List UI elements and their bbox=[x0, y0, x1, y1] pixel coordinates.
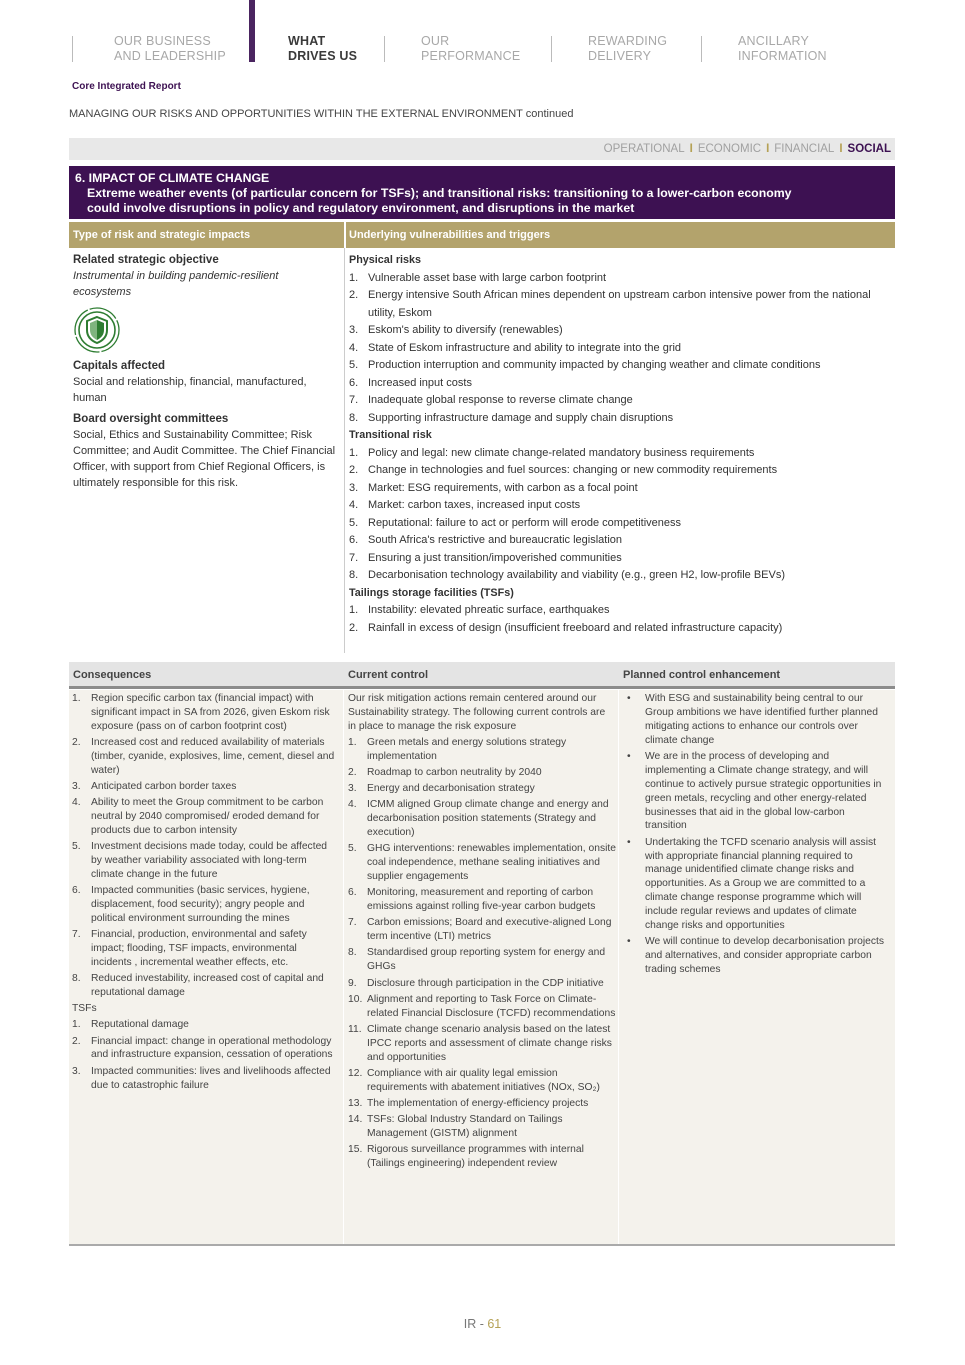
tsf-heading: Tailings storage facilities (TSFs) bbox=[349, 586, 514, 599]
nav-label: OUR bbox=[421, 34, 450, 48]
list-item bbox=[348, 782, 616, 796]
list-item bbox=[72, 1035, 338, 1063]
objective-heading: Related strategic objective bbox=[73, 254, 219, 266]
item-number: 3. bbox=[349, 324, 359, 336]
nav-divider bbox=[551, 36, 552, 62]
item-number: 3. bbox=[348, 783, 357, 795]
list-item bbox=[349, 340, 889, 358]
list-item bbox=[349, 322, 889, 340]
list-item-text: South Africa's restrictive and bureaucratic legislation bbox=[368, 534, 623, 546]
list-item-text: Monitoring, measurement and reporting of carbon emissions against rolling five-year carbon budgets bbox=[367, 887, 596, 913]
nav-our-performance[interactable] bbox=[421, 34, 520, 64]
nav-label: DELIVERY bbox=[588, 49, 652, 63]
list-item bbox=[72, 796, 338, 838]
list-item-text: Undertaking the TCFD scenario analysis will assist with appropriate financial planning required to manage unidentified climate change risks and opportunities. As a Group we are committed to a climate change response programme which will include regular reviews and updates of climate change risks and opportunities bbox=[645, 836, 877, 932]
list-item bbox=[348, 1143, 616, 1171]
list-item bbox=[622, 935, 887, 977]
item-number: 2. bbox=[349, 464, 359, 476]
header-current-control: Current control bbox=[348, 669, 429, 681]
list-item bbox=[349, 410, 889, 428]
physical-risks-list bbox=[349, 270, 889, 428]
item-number: 1. bbox=[349, 271, 359, 284]
list-item-text: Reduced investability, increased cost of capital and reputational damage bbox=[91, 973, 324, 999]
nav-divider bbox=[701, 36, 702, 62]
list-item bbox=[348, 977, 616, 991]
item-number: 12. bbox=[348, 1067, 363, 1079]
list-item-text: Ability to meet the Group commitment to be carbon neutral by 2040 compromised/ eroded demand for products due to carbon intensity bbox=[91, 797, 324, 837]
consequences-column bbox=[72, 692, 338, 1095]
objective-text: Instrumental in building pandemic-resilient ecosystems bbox=[73, 270, 279, 298]
list-item bbox=[348, 946, 616, 974]
consequences-list bbox=[72, 692, 338, 1000]
section-nav bbox=[0, 0, 965, 70]
item-number: 7. bbox=[72, 929, 81, 941]
list-item-text: With ESG and sustainability being central to our Group ambitions we have identified further planned mitigating actions to enhance our controls over climate change bbox=[645, 693, 878, 746]
item-number: 15. bbox=[348, 1144, 363, 1156]
item-number: 5. bbox=[72, 841, 81, 853]
item-number: 11. bbox=[348, 1023, 362, 1035]
category-financial: FINANCIAL bbox=[774, 143, 835, 155]
list-item-text: Climate change scenario analysis based on the latest IPCC reports and assessment of climate change risks and opportunities bbox=[367, 1023, 612, 1063]
list-item-text: Region specific carbon tax (financial impact) with significant impact in SA from 2026, given Eskom risk exposure (pass on of carbon footprint cost) bbox=[91, 693, 330, 732]
risk-description-1: Extreme weather events (of particular concern for TSFs); and transitional risks: transitioning to a lower-carbon economy bbox=[87, 186, 792, 200]
header-divider bbox=[344, 222, 346, 248]
risk-title: 6. IMPACT OF CLIMATE CHANGE bbox=[75, 171, 270, 185]
list-item-text: Eskom's ability to diversify (renewables) bbox=[368, 324, 563, 336]
capitals-text: Social and relationship, financial, manufactured, human bbox=[73, 376, 307, 404]
item-number: 4. bbox=[349, 499, 359, 511]
shield-icon bbox=[73, 306, 121, 354]
item-number: 5. bbox=[349, 359, 359, 371]
item-number: 5. bbox=[348, 843, 357, 855]
bullet: • bbox=[627, 750, 631, 762]
list-item-text: Green metals and energy solutions strategy implementation bbox=[367, 736, 567, 762]
list-item bbox=[72, 884, 338, 926]
board-text: Social, Ethics and Sustainability Committee; Risk Committee; and Audit Committee. The Chief Financial Officer, with support from Chief Regional Officers, is ultimately responsible for this risk. bbox=[73, 429, 336, 489]
current-control-list bbox=[348, 736, 616, 1171]
nav-label: WHAT bbox=[288, 34, 326, 48]
lower-table-body bbox=[69, 690, 895, 1246]
list-item bbox=[72, 736, 338, 778]
item-number: 4. bbox=[348, 799, 357, 811]
separator: I bbox=[689, 143, 693, 155]
list-item-text: Anticipated carbon border taxes bbox=[91, 781, 237, 793]
list-item bbox=[348, 916, 616, 944]
nav-label: DRIVES US bbox=[288, 49, 358, 63]
list-item-text: Impacted communities (basic services, hygiene, displacement, food security); angry people and political environment surrounding the mines bbox=[91, 885, 310, 925]
item-number: 8. bbox=[72, 973, 81, 985]
bullet: • bbox=[627, 693, 631, 704]
list-item bbox=[348, 1113, 616, 1141]
list-item bbox=[72, 1018, 338, 1032]
list-item-text: Market: carbon taxes, increased input costs bbox=[368, 499, 581, 511]
upper-table-header bbox=[69, 222, 895, 248]
nav-rewarding-delivery[interactable] bbox=[588, 34, 667, 64]
list-item-text: GHG interventions: renewables implementation, onsite coal independence, methane sealing initiatives and supplier engagements bbox=[367, 843, 616, 883]
list-item-text: Increased input costs bbox=[368, 376, 472, 389]
list-item-text: Standardised group reporting system for energy and GHGs bbox=[367, 947, 606, 973]
list-item bbox=[349, 287, 889, 322]
list-item-text: Financial impact: change in operational methodology and infrastructure expansion, cessation of operations bbox=[91, 1035, 333, 1061]
list-item bbox=[348, 736, 616, 764]
list-item bbox=[349, 620, 889, 638]
list-item-text: Investment decisions made today, could be affected by weather variability associated with long-term climate change in the future bbox=[91, 841, 328, 881]
list-item-text: Supporting infrastructure damage and supply chain disruptions bbox=[368, 411, 674, 424]
list-item bbox=[348, 886, 616, 914]
item-number: 7. bbox=[348, 917, 357, 929]
list-item bbox=[348, 1067, 616, 1095]
bullet: • bbox=[627, 936, 631, 948]
list-item-text: Rainfall in excess of design (insufficient freeboard and related infrastructure capacity) bbox=[368, 621, 783, 634]
bullet: • bbox=[627, 836, 631, 848]
lower-table-header bbox=[69, 662, 895, 689]
item-number: 7. bbox=[349, 551, 359, 564]
list-item bbox=[349, 550, 889, 568]
nav-what-drives-us[interactable] bbox=[288, 34, 357, 64]
nav-label: INFORMATION bbox=[738, 49, 827, 63]
list-item bbox=[72, 1065, 338, 1093]
transitional-risk-heading: Transitional risk bbox=[349, 429, 432, 441]
column-divider bbox=[344, 248, 345, 653]
list-item-text: We are in the process of developing and implementing a Climate change strategy, and will continue to actively pursue strategic opportunities in green metals, recycling and other energy-related businesses that aid in the global low-carbon transition bbox=[645, 750, 882, 832]
nav-label: ANCILLARY bbox=[738, 34, 810, 48]
item-number: 2. bbox=[349, 289, 359, 301]
list-item bbox=[349, 462, 889, 480]
consequences-tsf-list bbox=[72, 1018, 338, 1092]
list-item bbox=[622, 750, 887, 833]
current-control-column bbox=[348, 692, 616, 1173]
list-item bbox=[349, 392, 889, 410]
item-number: 2. bbox=[72, 1035, 81, 1047]
column-divider bbox=[618, 690, 619, 1244]
list-item-text: ICMM aligned Group climate change and energy and decarbonisation position statements (Strategy and execution) bbox=[367, 799, 609, 839]
list-item-text: Alignment and reporting to Task Force on Climate-related Financial Disclosure (TCFD) recommendations bbox=[367, 993, 616, 1019]
planned-column bbox=[622, 692, 887, 979]
item-number: 3. bbox=[349, 481, 359, 494]
nav-ancillary-information[interactable] bbox=[738, 34, 827, 64]
list-item-text: Ensuring a just transition/impoverished communities bbox=[368, 551, 622, 564]
category-bar bbox=[69, 138, 895, 160]
item-number: 4. bbox=[72, 797, 81, 809]
item-number: 6. bbox=[72, 885, 81, 897]
list-item bbox=[348, 798, 616, 840]
list-item-text: Inadequate global response to reverse climate change bbox=[368, 394, 633, 406]
list-item-text: The implementation of energy-efficiency projects bbox=[367, 1098, 589, 1110]
list-item bbox=[349, 445, 889, 463]
risk-overview-column bbox=[73, 252, 338, 491]
column-divider bbox=[343, 690, 344, 1244]
list-item bbox=[349, 357, 889, 375]
footer-prefix: IR - bbox=[463, 1317, 488, 1331]
item-number: 6. bbox=[349, 534, 359, 546]
nav-label: OUR BUSINESS bbox=[114, 34, 211, 48]
item-number: 14. bbox=[348, 1114, 363, 1126]
list-item bbox=[72, 928, 338, 970]
risk-description-2: could involve disruptions in policy and regulatory environment, and disruptions in the market bbox=[87, 201, 635, 215]
nav-divider bbox=[72, 36, 73, 62]
nav-divider bbox=[384, 36, 385, 62]
list-item-text: Vulnerable asset base with large carbon footprint bbox=[368, 271, 607, 284]
list-item-text: Increased cost and reduced availability of materials (timber, cyanide, explosives, lime, cement, diesel and water) bbox=[91, 737, 335, 776]
list-item bbox=[349, 497, 889, 515]
list-item bbox=[622, 836, 887, 933]
item-number: 1. bbox=[349, 604, 359, 616]
list-item bbox=[622, 692, 887, 748]
page-number: 61 bbox=[487, 1317, 502, 1331]
item-number: 7. bbox=[349, 394, 359, 406]
separator: I bbox=[839, 143, 843, 155]
list-item bbox=[348, 1097, 616, 1111]
item-number: 1. bbox=[348, 736, 357, 748]
item-number: 6. bbox=[349, 376, 359, 389]
report-label: Core Integrated Report bbox=[72, 81, 181, 92]
item-number: 3. bbox=[72, 1065, 81, 1077]
vulnerabilities-column bbox=[349, 252, 889, 637]
list-item bbox=[348, 766, 616, 780]
header-consequences: Consequences bbox=[73, 669, 152, 681]
item-number: 8. bbox=[348, 947, 357, 959]
list-item bbox=[349, 532, 889, 550]
item-number: 1. bbox=[349, 446, 359, 459]
list-item bbox=[72, 780, 338, 794]
item-number: 8. bbox=[349, 411, 359, 424]
list-item bbox=[349, 270, 889, 288]
list-item bbox=[349, 480, 889, 498]
list-item-text: Rigorous surveillance programmes with internal (Tailings engineering) independent review bbox=[367, 1144, 584, 1170]
list-item bbox=[348, 842, 616, 884]
item-number: 2. bbox=[349, 621, 359, 634]
item-number: 5. bbox=[349, 516, 359, 529]
item-number: 10. bbox=[348, 993, 363, 1005]
list-item bbox=[349, 602, 889, 620]
list-item-text: Policy and legal: new climate change-related mandatory business requirements bbox=[368, 446, 755, 459]
transitional-risks-list bbox=[349, 445, 889, 585]
item-number: 8. bbox=[349, 569, 359, 581]
list-item-text: Energy and decarbonisation strategy bbox=[367, 783, 535, 795]
list-item-text: Change in technologies and fuel sources: changing or new commodity requirements bbox=[368, 464, 778, 476]
list-item-text: Instability: elevated phreatic surface, earthquakes bbox=[368, 604, 610, 616]
item-number: 4. bbox=[349, 341, 359, 354]
list-item bbox=[72, 972, 338, 1000]
list-item-text: Production interruption and community impacted by changing weather and climate conditions bbox=[368, 359, 821, 371]
tsf-label: TSFs bbox=[72, 1003, 97, 1015]
item-number: 2. bbox=[72, 737, 81, 749]
category-operational: OPERATIONAL bbox=[603, 143, 685, 155]
planned-list bbox=[622, 692, 887, 977]
list-item-text: Energy intensive South African mines dependent on upstream carbon intensive power from the national utility, Eskom bbox=[368, 289, 871, 319]
header-underlying: Underlying vulnerabilities and triggers bbox=[349, 229, 551, 241]
list-item-text: Compliance with air quality legal emission requirements with abatement initiatives (NOx, SO₂) bbox=[367, 1067, 600, 1093]
list-item-text: Roadmap to carbon neutrality by 2040 bbox=[367, 766, 542, 778]
page-subtitle: MANAGING OUR RISKS AND OPPORTUNITIES WITHIN THE EXTERNAL ENVIRONMENT continued bbox=[69, 108, 574, 120]
item-number: 1. bbox=[72, 1019, 81, 1031]
risk-title-banner bbox=[69, 166, 895, 219]
page-footer bbox=[0, 1317, 965, 1331]
item-number: 1. bbox=[72, 693, 81, 704]
list-item bbox=[349, 515, 889, 533]
item-number: 9. bbox=[348, 977, 357, 989]
nav-label: AND LEADERSHIP bbox=[114, 49, 226, 63]
list-item bbox=[72, 840, 338, 882]
item-number: 6. bbox=[348, 887, 357, 899]
physical-risks-heading: Physical risks bbox=[349, 254, 422, 266]
list-item-text: Market: ESG requirements, with carbon as a focal point bbox=[368, 481, 638, 494]
list-item-text: Financial, production, environmental and safety impact; flooding, TSF impacts, environmental incidents , incremental weather effects, etc. bbox=[91, 929, 307, 969]
list-item bbox=[72, 692, 338, 734]
list-item-text: Reputational damage bbox=[91, 1019, 189, 1031]
list-item-text: Decarbonisation technology availability and viability (e.g., green H2, low-profile BEVs) bbox=[368, 569, 785, 581]
nav-active-indicator bbox=[249, 0, 255, 62]
header-type-of-risk: Type of risk and strategic impacts bbox=[73, 229, 251, 241]
separator: I bbox=[766, 143, 770, 155]
item-number: 3. bbox=[72, 781, 81, 793]
item-number: 13. bbox=[348, 1098, 363, 1110]
item-number: 2. bbox=[348, 766, 357, 778]
list-item-text: TSFs: Global Industry Standard on Tailings Management (GISTM) alignment bbox=[367, 1114, 563, 1140]
current-intro: Our risk mitigation actions remain centered around our Sustainability strategy. The following current controls are in place to manage the risk exposure bbox=[348, 693, 606, 732]
category-economic: ECONOMIC bbox=[697, 143, 762, 155]
list-item bbox=[348, 1023, 616, 1065]
list-item-text: Disclosure through participation in the CDP initiative bbox=[367, 977, 604, 989]
list-item-text: Reputational: failure to act or perform will erode competitiveness bbox=[368, 516, 682, 529]
header-planned: Planned control enhancement bbox=[623, 669, 781, 681]
list-item-text: State of Eskom infrastructure and ability to integrate into the grid bbox=[368, 341, 682, 354]
board-heading: Board oversight committees bbox=[73, 413, 229, 425]
category-social: SOCIAL bbox=[847, 143, 891, 155]
list-item bbox=[348, 993, 616, 1021]
capitals-heading: Capitals affected bbox=[73, 360, 166, 372]
list-item-text: We will continue to develop decarbonisation projects and alternatives, and consider appropriate carbon trading schemes bbox=[645, 936, 885, 976]
nav-label: REWARDING bbox=[588, 34, 668, 48]
list-item-text: Carbon emissions; Board and executive-aligned Long term incentive (LTI) metrics bbox=[367, 917, 612, 943]
list-item bbox=[349, 375, 889, 393]
nav-our-business[interactable] bbox=[114, 34, 226, 64]
list-item-text: Impacted communities: lives and livelihoods affected due to catastrophic failure bbox=[91, 1065, 331, 1091]
nav-label: PERFORMANCE bbox=[421, 49, 521, 63]
tsf-risks-list bbox=[349, 602, 889, 637]
list-item bbox=[349, 567, 889, 585]
